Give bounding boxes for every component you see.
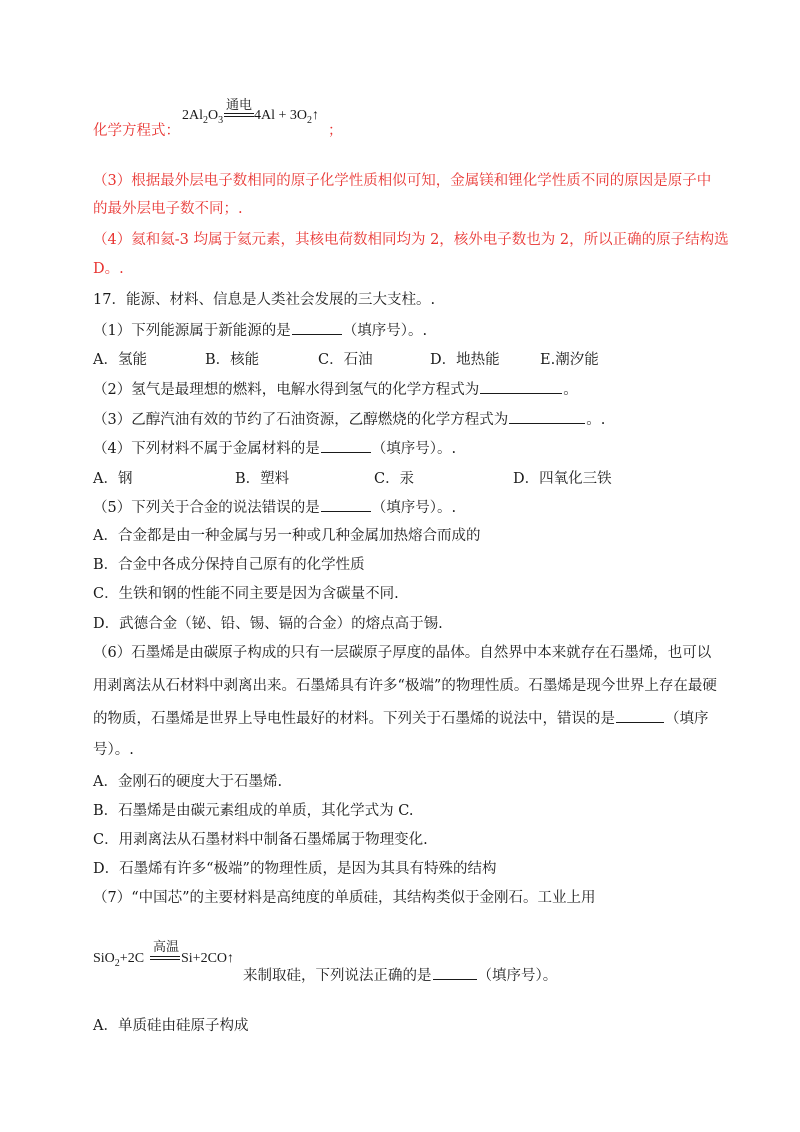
eq-lhs-sub: 2 <box>203 114 208 126</box>
option-d: D．地热能 <box>430 352 500 368</box>
eq-rhs-sub: 2 <box>307 114 313 126</box>
sub-question-7-line-2-end: （填序号）。 <box>477 968 558 984</box>
option-a: A．合金都是由一种金属与另一种或几种金属加热熔合而成的 <box>93 528 481 544</box>
option-a: A．氢能 <box>93 352 147 368</box>
gas-arrow: ↑ <box>227 951 235 966</box>
sub-question-6-line-3-text: 的物质，石墨烯是世界上导电性最好的材料。下列关于石墨烯的说法中，错误的是 <box>93 711 615 727</box>
sub-question-1-tail: （填序号）。. <box>342 323 428 339</box>
option-c: C．生铁和钢的性能不同主要是因为含碳量不同. <box>93 586 399 602</box>
sub-question-7-line-2-text: 来制取硅，下列说法正确的是 <box>243 968 432 984</box>
equation-condition: 高温 <box>153 940 180 955</box>
option-b: B．塑料 <box>235 471 290 487</box>
answer-3-line-2: 的最外层电子数不同；. <box>93 201 243 217</box>
equation-condition: 通电 <box>226 98 253 113</box>
equation-electrolysis <box>182 108 223 126</box>
option-c: C．用剥离法从石墨材料中制备石墨烯属于物理变化. <box>93 832 428 848</box>
sub-question-6-line-1: （6）石墨烯是由碳原子构成的只有一层碳原子厚度的晶体。自然界中本来就存在石墨烯，也可以 <box>93 645 712 661</box>
answer-blank-7[interactable] <box>433 965 477 980</box>
sub-question-4 <box>93 438 456 459</box>
sub-question-4-tail: （填序号）。. <box>371 441 457 457</box>
option-a: A．钢 <box>93 471 133 487</box>
answer-blank-2[interactable] <box>480 379 562 394</box>
answer-4-line-2: D。. <box>93 261 124 277</box>
option-e: E.潮汐能 <box>540 352 599 368</box>
option-d: D．四氧化三铁 <box>513 471 612 487</box>
option-d: D．石墨烯有许多“极端”的物理性质，是因为其具有特殊的结构 <box>93 861 497 877</box>
option-a: A．单质硅由硅原子构成 <box>93 1018 249 1034</box>
sub-question-6-line-4: 号）。. <box>93 742 134 758</box>
equation-prefix: 化学方程式： <box>93 123 180 139</box>
answer-blank-5[interactable] <box>321 497 371 512</box>
sub-question-2-tail: 。 <box>563 382 578 398</box>
sub-question-3 <box>93 409 605 430</box>
sub-question-6-line-2: 用剥离法从石材料中剥离出来。石墨烯具有许多“极端”的物理性质。石墨烯是现今世界上存在最硬 <box>93 678 717 694</box>
equation-silicon-rhs <box>181 951 234 967</box>
sub-question-6-line-3-tail: （填序 <box>665 711 709 727</box>
answer-3-line-1: （3）根据最外层电子数相同的原子化学性质相似可知，金属镁和锂化学性质不同的原因是原子中 <box>93 173 712 189</box>
equation-equals <box>150 956 180 960</box>
eq-lhs-sub2: 3 <box>218 114 224 126</box>
equation-end: ； <box>328 123 343 139</box>
sub-question-7-line-1: （7）“中国芯”的主要材料是高纯度的单质硅，其结构类似于金刚石。工业上用 <box>93 890 596 906</box>
answer-4-line-1: （4）氦和氦-3 均属于氦元素，其核电荷数相同均为 2，核外电子数也为 2，所以正确的原子结构选 <box>93 232 729 248</box>
sub-question-7-line-2 <box>243 965 557 986</box>
answer-blank-4[interactable] <box>321 438 371 453</box>
sub-question-6-line-3 <box>93 708 709 729</box>
sub-question-1 <box>93 320 427 341</box>
sub-question-2-text: （2）氢气是最理想的燃料，电解水得到氢气的化学方程式为 <box>93 382 480 398</box>
option-b: B．石墨烯是由碳元素组成的单质，其化学式为 C. <box>93 803 414 819</box>
eq-rhs: Si+2CO <box>181 951 228 966</box>
sub-question-3-text: （3）乙醇汽油有效的节约了石油资源，乙醇燃烧的化学方程式为 <box>93 412 509 428</box>
eq-rhs: 4Al + 3O <box>254 108 308 123</box>
eq-lhs: SiO <box>93 951 115 966</box>
equation-equals <box>224 113 254 117</box>
eq-lhs-tail: +2C <box>119 951 145 966</box>
answer-blank-3[interactable] <box>509 409 585 424</box>
sub-question-5-tail: （填序号）。. <box>371 500 457 516</box>
sub-question-5 <box>93 497 456 518</box>
option-b: B．核能 <box>205 352 260 368</box>
answer-blank-1[interactable] <box>292 320 342 335</box>
equation-rhs <box>254 108 319 126</box>
sub-question-3-tail: 。. <box>586 412 606 428</box>
eq-lhs: 2Al <box>182 108 203 123</box>
sub-question-4-text: （4）下列材料不属于金属材料的是 <box>93 441 320 457</box>
option-c: C．石油 <box>318 352 373 368</box>
option-d: D．武德合金（铋、铅、锡、镉的合金）的熔点高于锡. <box>93 616 443 632</box>
option-b: B．合金中各成分保持自己原有的化学性质 <box>93 557 365 573</box>
gas-arrow: ↑ <box>312 108 320 123</box>
sub-question-2 <box>93 379 578 400</box>
sub-question-5-text: （5）下列关于合金的说法错误的是 <box>93 500 320 516</box>
sub-question-1-text: （1）下列能源属于新能源的是 <box>93 323 291 339</box>
question-17-stem: 17．能源、材料、信息是人类社会发展的三大支柱。. <box>93 292 436 308</box>
eq-lhs-sub: 2 <box>114 957 120 969</box>
answer-blank-6[interactable] <box>616 708 664 723</box>
option-c: C．汞 <box>374 471 415 487</box>
eq-lhs-tail: O <box>208 108 219 123</box>
option-a: A．金刚石的硬度大于石墨烯. <box>93 774 283 790</box>
equation-silicon-lhs <box>93 951 144 969</box>
